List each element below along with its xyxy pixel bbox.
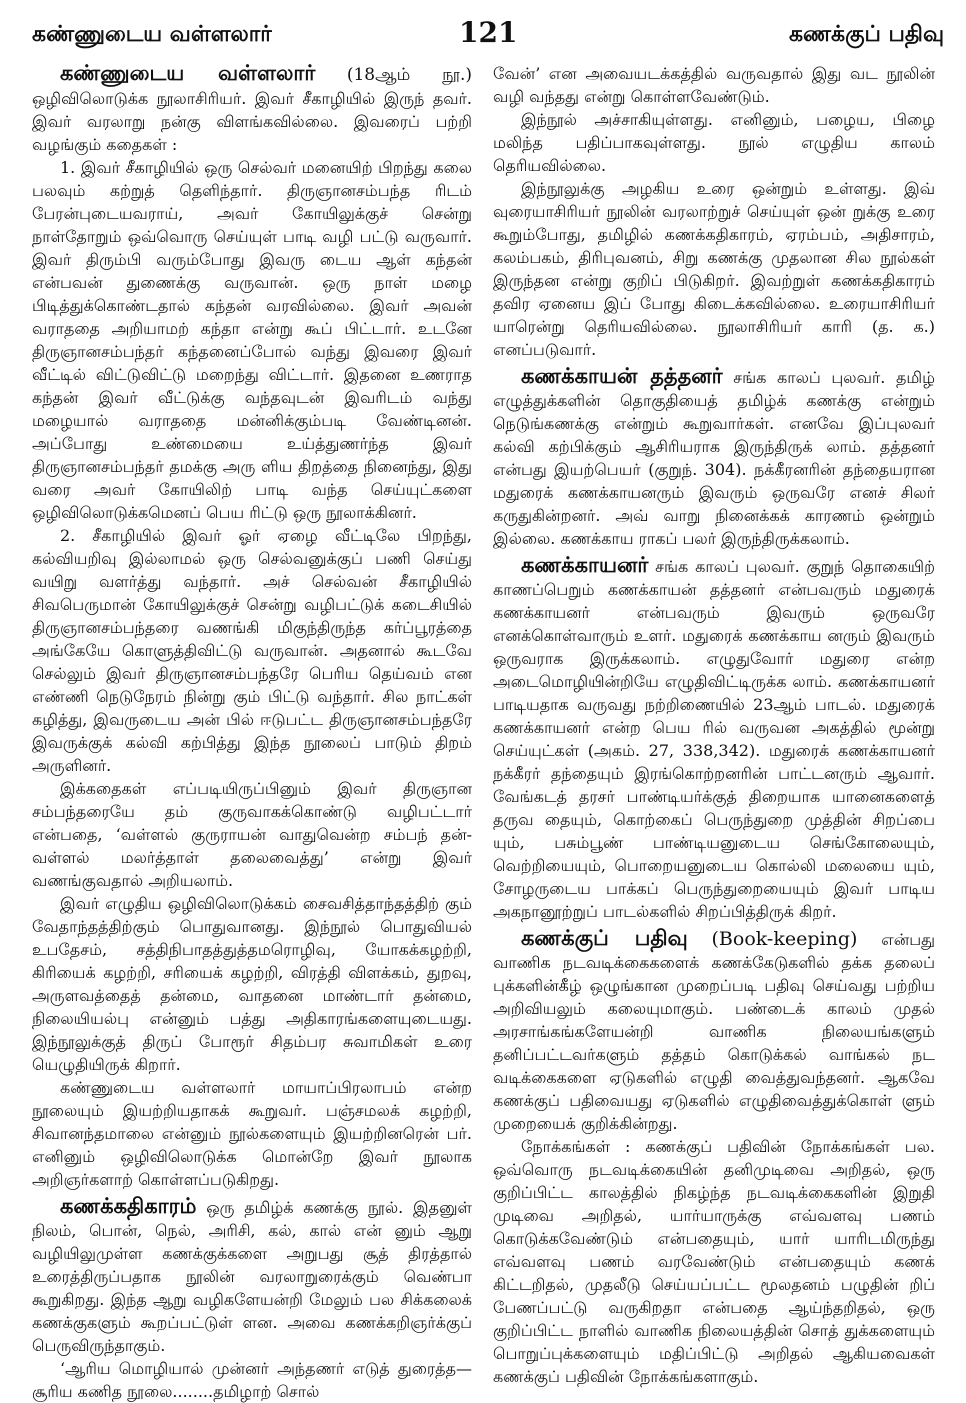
entry-term: கணக்காயன் தத்தனர்: [521, 364, 723, 388]
entry-book-keeping: [493, 927, 935, 1135]
left-column: [32, 61, 472, 1401]
entry-kanakkayanar: [493, 554, 935, 923]
story-two-paragraph: 2. சீகாழியில் இவர் ஓர் ஏழை வீட்டிலே பிறந்து, கல்வியறிவு இல்லாமல் ஒரு செல்வனுக்குப் பணி செய்து வயிறு வளர்த்து வந்தார். அச் செல்வன் சீகாழியில் சிவபெருமான் கோயிலுக்குச் சென்று வழிபட்டுக் கடைசியில் திருஞானசம்பந்தரை வணங்கி மிகுந்திருந்த கர்ப்பூரத்தை அங்கேயே கொளுத்திவிட்டு வருவான். அதனால் கூடவே செல்லும் இவர் திருஞானசம்பந்தரே பெரிய தெய்வம் என எண்ணி நெடுநேரம் நின்று கும் பிட்டு வந்தார். சில நாட்கள் கழித்து, இவருடைய அன் பில் ஈடுபட்ட திருஞானசம்பந்தரே இவருக்குக் கல்வி கற்பித்து இந்த நூலைப் பாடும் திறம் அருளினர்.: [32, 526, 472, 775]
entry-english-term: (Book-keeping): [711, 928, 858, 950]
entry-lead: என்பது: [881, 930, 935, 949]
commentary-paragraph: இந்நூலுக்கு அழகிய உரை ஒன்றும் உள்ளது. இவ் வுரையாசிரியர் நூலின் வரலாற்றுச் செய்யுள் ஒன் றுக்கு உரை கூறும்போது, தமிழில் கணக்கதிகாரம், ஏரம்பம், அதிசாரம், கலம்பகம், திரிபுவனம், சிறு கணக்கு முதலான சில நூல்கள் இருந்தன என்று குறிப் பிடுகிறர். இவற்றுள் கணக்கதிகாரம் தவிர ஏனைய இப் போது கிடைக்கவில்லை. உரையாசிரியர் யாரென்று தெரியவில்லை. நூலாசிரியர் காரி (த. க.) எனப்படுவார்.: [493, 179, 935, 359]
entry-term: கணக்கதிகாரம்: [60, 1194, 197, 1218]
entry-kannudaiya-vallalar: [32, 62, 472, 156]
aims-paragraph: நோக்கங்கள் : கணக்குப் பதிவின் நோக்கங்கள் பல. ஒவ்வொரு நடவடிக்கையின் தனிமுடிவை அறிதல், ஒரு குறிப்பிட்ட காலத்தில் நிகழ்ந்த நடவடிக்கைகளின் இறுதி முடிவை அறிதல், யார்யாருக்கு எவ்வளவு பணம் கொடுக்கவேண்டும் என்பதையும், யார் யாரிடமிருந்து எவ்வளவு பணம் வரவேண்டும் என்பதையும் கணக் கிட்டறிதல், முதலீடு செய்யப்பட்ட மூலதனம் பழுதின் றிப் பேணப்பட்டு வருகிறதா என்பதை ஆய்ந்தறிதல், ஒரு குறிப்பிட்ட நாளில் வாணிக நிலையத்தின் சொத் துக்களையும் பொறுப்புக்களையும் மதிப்பிட்டு அறிதல் ஆகியவைகள் கணக்குப் பதிவின் நோக்கங்களாகும்.: [493, 1137, 935, 1386]
entry-term: கண்ணுடைய வள்ளலார்: [60, 61, 316, 85]
entry-term: கணக்காயனர்: [521, 553, 649, 577]
quote-paragraph: ‘ஆரிய மொழியால் முன்னர் அந்தணர் எடுத் துரைத்த—சூரிய கணித நூலை........தமிழாற் சொல்: [32, 1359, 472, 1401]
guru-paragraph: இக்கதைகள் எப்படியிருப்பினும் இவர் திருஞான சம்பந்தரையே தம் குருவாகக்கொண்டு வழிபட்டார் என்பதை, ‘வள்ளல் குருராயன் வாதுவென்ற சம்பந் தன்-வள்ளல் மலர்த்தாள் தலைவைத்து’ என்று இவர் வணங்குவதால் அறியலாம்.: [32, 779, 472, 890]
entry-period: (18ஆம் நூ.): [346, 65, 472, 85]
work-paragraph: இவர் எழுதிய ஒழிவிலொடுக்கம் சைவசித்தாந்தத்திற் கும் வேதாந்தத்திற்கும் பொதுவானது. இந்நூல் பொதுவியல் உபதேசம், சத்திநிபாதத்துத்தமரொழிவு, யோகக்கழற்றி, கிரியைக் கழற்றி, சரியைக் கழற்றி, விரத்தி விளக்கம், துறவு, அருளவத்தைத் தன்மை, வாதனை மாண்டார் தன்மை, நிலையியல்பு என்னும் பத்து அதிகாரங்களையுடையது. இந்நூலுக்குத் திருப் போரூர் சிதம்பர சுவாமிகள் உரை யெழுதியிருக் கிறார்.: [32, 894, 472, 1074]
entry-body: ஒரு தமிழ்க் கணக்கு நூல். இதனுள் நிலம், பொன், நெல், அரிசி, கல், கால் என் னும் ஆறு வழியிலுமுள்ள கணக்குக்களை அறுபது சூத் திரத்தால் உரைத்திருப்பதாக நூலின் வரலாறுரைக்கும் வெண்பா கூறுகிறது. இந்த ஆறு வழிகளேயன்றி மேலும் பல சிக்கலைக் கணக்குகளும் கூறப்பட்டுள் ளன. அவை கணக்கறிஞர்க்குப் பெருவிருந்தாகும்.: [32, 1198, 472, 1355]
entry-lead: சங்க காலப் புலவர்.: [655, 557, 800, 576]
entry-intro: ஒழிவிலொடுக்க நூலாசிரியர். இவர் சீகாழியில் இருந் தவர். இவர் வரலாறு நன்கு விளங்கவில்லை. இவரைப் பற்றி வழங்கும் கதைகள் :: [32, 89, 472, 154]
page-header: [14, 14, 952, 54]
entry-term: கணக்குப் பதிவு: [521, 926, 688, 950]
running-head-right: கணக்குப் பதிவு: [788, 22, 944, 47]
continuation-paragraph: வேன்’ என அவையடக்கத்தில் வருவதால் இது வட நூலின் வழி வந்தது என்று கொள்ளவேண்டும்.: [493, 64, 935, 106]
entry-lead: சங்க காலப் புலவர்.: [733, 368, 886, 387]
page-number: 121: [459, 16, 518, 49]
entry-body: தமிழ் எழுத்துக்களின் தொகுதியைத் தமிழ்க் கணக்கு என்றும் நெடுங்கணக்கு என்றும் கூறுவார்கள். எனவே இப்புலவர் கல்வி கற்பிக்கும் ஆசிரியராக இருந்திருக் லாம். தத்தனர் என்பது இயற்பெயர் (குறுந். 304). நக்கீரனரின் தந்தையரான மதுரைக் கணக்காயனரும் இவரும் ஒருவரே எனச் சிலர் கருதுகின்றனர். அவ் வாறு நினைக்கக் காரணம் ஒன்றும் இல்லை. கணக்காய ராகப் பலர் இருந்திருக்கலாம்.: [493, 368, 936, 548]
print-status-paragraph: இந்நூல் அச்சாகியுள்ளது. எனினும், பழைய, பிழை மலிந்த பதிப்பாகவுள்ளது. நூல் எழுதிய காலம் தெரியவில்லை.: [493, 110, 935, 175]
story-one-paragraph: 1. இவர் சீகாழியில் ஒரு செல்வர் மனையிற் பிறந்து கலை பலவும் கற்றுத் தெளிந்தார். திருஞானசம்பந்த ரிடம் பேரன்புடையவராய், அவர் கோயிலுக்குச் சென்று நாள்தோறும் ஒவ்வொரு செய்யுள் பாடி வழி பட்டு வருவார். இவர் திரும்பி வரும்போது இவரு டைய ஆள் கந்தன் என்பவன் துணைக்கு வருவான். ஒரு நாள் மழை பிடித்துக்கொண்டதால் கந்தன் வரவில்லை. இவர் அவன் வராததை அறியாமற் கந்தா என்று கூப் பிட்டார். உடனே திருஞானசம்பந்தர் கந்தனைப்போல் வந்து இவரை இவர் வீட்டில் விட்டுவிட்டு மறைந்து விட்டார். இதனை உணராத கந்தன் இவர் வீட்டுக்கு வந்தவுடன் இவரிடம் வந்து மழையால் வராததை மன்னிக்கும்படி வேண்டினன். அப்போது உண்மையை உய்த்துணர்ந்த இவர் திருஞானசம்பந்தர் தமக்கு அரு ளிய திறத்தை நினைந்து, இது வரை அவர் கோயிலிற் பாடி வந்த செய்யுட்களை ஒழிவிலொடுக்கமெனப் பெய ரிட்டு ஒரு நூலாக்கினர்.: [32, 158, 472, 522]
entry-kanakkayan-thathanar: [493, 365, 935, 550]
right-column: [493, 62, 936, 1386]
entry-body: வாணிக நடவடிக்கைகளைக் கணக்கேடுகளில் தக்க தலைப் புக்களின்கீழ் ஒழுங்கான முறைப்படி பதிவு செய்வது பற்றிய அறிவியலும் கலையுமாகும். பண்டைக் காலம் முதல் அரசாங்கங்களேயன்றி வாணிக நிலையங்களும் தனிப்பட்டவர்களும் தத்தம் கொடுக்கல் வாங்கல் நட வடிக்கைகளை ஏடுகளில் எழுதி வைத்துவந்தனர். ஆகவே கணக்குப் பதிவையது ஏடுகளில் எழுதிவைத்துக்கொள் ளும் முறையைக் குறிக்கின்றது.: [493, 953, 935, 1133]
running-head-left: கண்ணுடைய வள்ளலார்: [32, 22, 272, 47]
entry-body: குறுந் தொகையிற் காணப்பெறும் கணக்காயன் தத்தனர் என்பவரும் மதுரைக் கணக்காயனர் என்பவரும் இவரும் ஒருவரே எனக்கொள்வாரும் உளர். மதுரைக் கணக்காய னரும் இவரும் ஒருவராக இருக்கலாம். எழுதுவோர் மதுரை என்ற அடைமொழியின்றியே எழுதிவிட்டிருக்க லாம். கணக்காயனர் பாடியதாக வருவது நற்றிணையில் 23ஆம் பாடல். மதுரைக் கணக்காயனர் என்ற பெய ரில் வருவன அகத்தில் மூன்று செய்யுட்கள் (அகம். 27, 338,342). மதுரைக் கணக்காயனர் நக்கீரர் தந்தையும் இரங்கொற்றனரின் பாட்டனரும் ஆவார். வேங்கடத் தரசர் பாண்டியர்க்குத் திறையாக யானைகளைத் தருவ தையும், கொற்கைப் பெருந்துறை முத்தின் சிறப்பை யும், பசும்பூண் பாண்டியனுடைய செங்கோலையும், வெற்றியையும், பொறையனுடைய கொல்லி மலையை யும், சோழருடைய பாக்கப் பெருந்துறையையும் இவர் பாடிய அகநானூற்றுப் பாடல்களில் சிறப்பித்திருக் கிறர்.: [493, 557, 935, 921]
entry-kanakkathikaram: [32, 1195, 472, 1357]
other-works-paragraph: கண்ணுடைய வள்ளலார் மாயாப்பிரலாபம் என்ற நூலையும் இயற்றியதாகக் கூறுவர். பஞ்சமலக் கழற்றி, சிவானந்தமாலை என்னும் நூல்களையும் இயற்றினரென் பர். எனினும் ஒழிவிலொடுக்க மொன்றே இவர் நூலாக அறிஞர்களாற் கொள்ளப்படுகிறது.: [32, 1078, 472, 1189]
